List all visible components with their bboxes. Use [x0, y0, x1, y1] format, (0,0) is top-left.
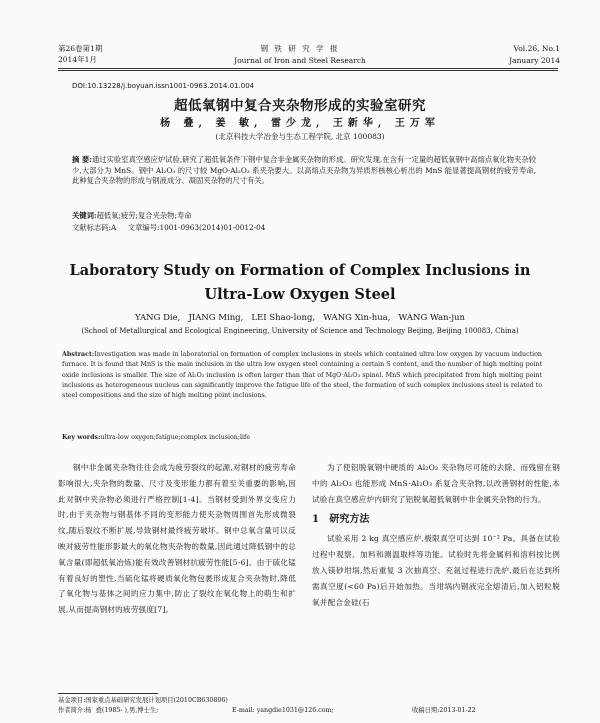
- date-en: January 2014: [509, 56, 560, 65]
- doi: DOI:10.13228/j.boyuan.issn1001-0963.2014.01.004: [72, 82, 255, 90]
- header-rule-2: [58, 70, 558, 71]
- classification: 文献标志码:A 文章编号:1001-0963(2014)01-0012-04: [72, 223, 266, 232]
- section-1-heading: 1 研究方法: [312, 514, 370, 526]
- header-rule: [58, 68, 558, 69]
- journal-en: Journal of Iron and Steel Research: [234, 56, 366, 65]
- footnote-rule: [58, 693, 158, 694]
- abstract-cn-label: 摘 要:: [72, 155, 92, 164]
- keywords-cn: [72, 211, 536, 222]
- authors-en: YANG Die, JIANG Ming, LEI Shao-long, WANG Xin-hua, WANG Wan-jun: [135, 313, 465, 323]
- footnote-fund: 基金项目:国家重点基础研究发展计划项目(2010CB630806): [58, 697, 228, 704]
- journal-cn: 钢 铁 研 究 学 报: [260, 44, 340, 53]
- title-en-line1: Laboratory Study on Formation of Complex Inclusions in: [69, 262, 531, 279]
- footnote-email: E-mail: yangdie1031@126.com;: [232, 707, 334, 714]
- affiliation-cn: (北京科技大学冶金与生态工程学院, 北京 100083): [215, 132, 385, 141]
- title-cn: 超低氧钢中复合夹杂物形成的实验室研究: [174, 98, 426, 114]
- abstract-en-label: Abstract:: [62, 351, 95, 358]
- abstract-cn: [72, 155, 536, 207]
- keywords-en-text: ultra-low oxygen;fatigue;complex inclusion;life: [100, 434, 251, 441]
- volume-cn: 第26卷第1期: [58, 44, 103, 53]
- keywords-cn-label: 关键词:: [72, 211, 97, 220]
- body-right-intro: 为了使铝脱氧钢中硬质的 Al₂O₃ 夹杂物尽可能的去除、而残留在钢中的 Al₂O₃ 也能形成 MnS-Al₂O₃ 系复合夹杂物,以改善钢材的性能,本试验在真空感应炉内研究了铝脱氧超低氧钢中非金属夹杂物的行为。: [312, 463, 560, 504]
- body-left-column: 钢中非金属夹杂物往往会成为疲劳裂纹的起源,对钢材的疲劳寿命影响很大,夹杂物的数量、尺寸及变形能力都有着至关重要的影响,因此对钢中夹杂物必须进行严格控制[1-4]。当钢材受到外界交变应力时,由于夹杂物与钢基体不同的变形能力使夹杂物周围首先形成微裂纹,随后裂纹不断扩展,导致钢材最终疲劳破坏。钢中总氧含量可以反映对疲劳性能形影最大的氧化物夹杂物的数量,因此通过降低钢中的总氧含量(即超低氧冶炼)能有效改善钢材抗疲劳性能[5-6]。由于硫化锰有着良好的塑性,当硫化锰将硬质氧化物包裹形成复合夹杂物时,降低了氧化物与基体之间的应力集中,防止了裂纹在氧化物上的萌生和扩展,从而提高钢材的疲劳强度[7]。: [58, 463, 296, 615]
- authors-cn: 杨 叠, 姜 敏, 雷少龙, 王新华, 王万军: [160, 118, 440, 129]
- body-right-column: [312, 460, 560, 688]
- abstract-en: [62, 350, 542, 432]
- keywords-cn-text: 超低氧;疲劳;复合夹杂物;寿命: [96, 211, 192, 220]
- volume-en: Vol.26, No.1: [513, 44, 560, 53]
- abstract-en-text: Investigation was made in laboratorial on formation of complex inclusions in steels which contained ultra low oxygen by vacuum induction furnace. It is found that MnS is the main inclusion in the ultra low oxygen steel containing a certain S content, and the number of high melting point oxide inclusions is smaller. The size of Al₂O₃ inclusion is often larger than that of MgO·Al₂O₃ spinel. MnS which precipitated from high melting point inclusions as heterogeneous nucleus can significantly improve the fatigue life of the steel, the formation of such complex inclusions steel is related to steel compositions and the size of high melting point inclusions.: [62, 351, 542, 400]
- body-right-methods: 试验采用 2 kg 真空感应炉,极限真空可达到 10⁻² Pa。具备在试验过程中观察、加料和测温取样等功能。试验时先将金属料和溶料按比例放入镁砂坩埚,然后重复 3 次抽真空、充氩过程进行洗炉,最后在达到所需真空度(<60 Pa)后开始加热。当坩埚内钢液完全熔清后,加入铝粒脱氧并配合金硅(石: [312, 534, 560, 607]
- title-en-line2: Ultra-Low Oxygen Steel: [204, 286, 396, 303]
- abstract-cn-text: 通过实验室真空感应炉试验,研究了超低氧条件下钢中复合非金属夹杂物的形成。研究发现,在含有一定量的超低氧钢中高熔点氧化物夹杂较少,大部分为 MnS。钢中 Al₂O₃ 的尺寸较 MgO·Al₂O₃ 系夹杂要大。以高熔点夹杂物为异质形核核心析出的 MnS 能显著提高钢材的疲劳寿命,此种复合夹杂物的形成与钢液成分、凝固夹杂物的尺寸有关。: [72, 155, 536, 185]
- footnote-received: 收稿日期:2013-01-22: [412, 707, 476, 714]
- keywords-en-label: Key words:: [62, 434, 101, 441]
- footnote-author: 作者简介:杨 叠(1985- ),男,博士生;: [58, 707, 159, 714]
- affiliation-en: (School of Metallurgical and Ecological Engineering, University of Science and Technology Beijing, Beijing 100083, China): [81, 327, 519, 335]
- date-cn: 2014年1月: [58, 55, 97, 64]
- keywords-en: [62, 433, 542, 443]
